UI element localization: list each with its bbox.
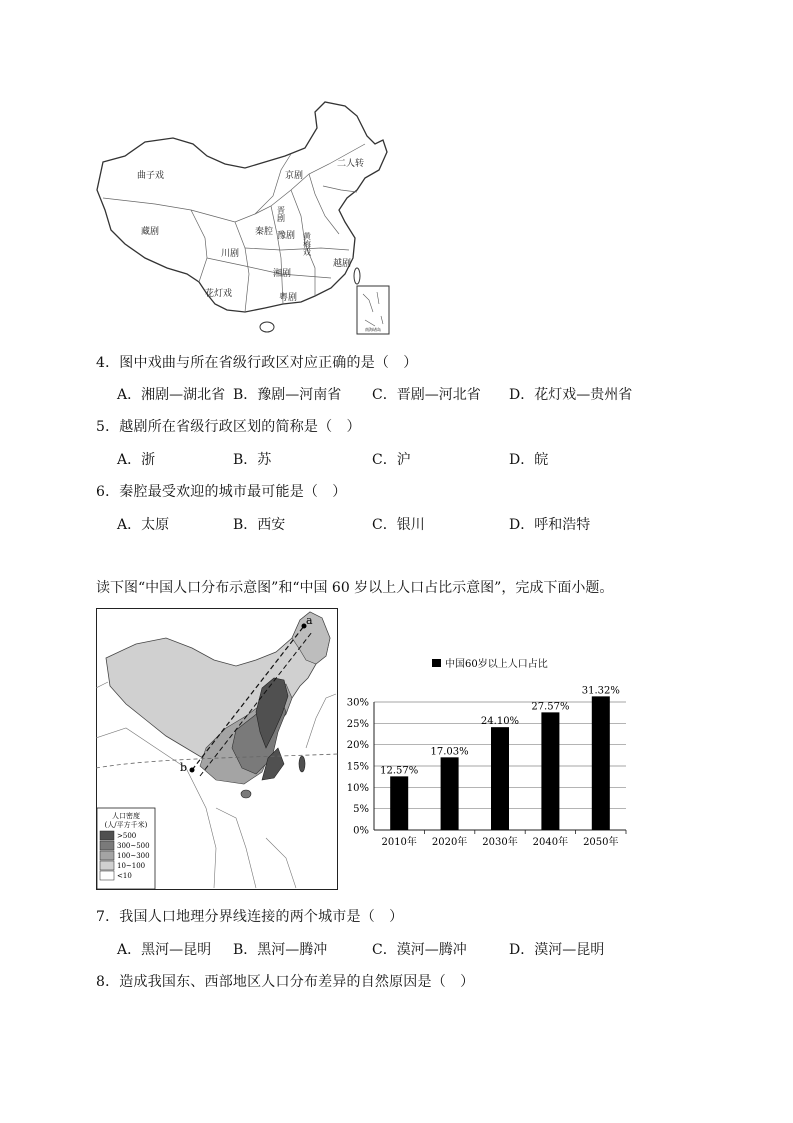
question-4-option-c[interactable]: C．晋剧—河北省	[372, 387, 481, 403]
question-7-option-c[interactable]: C．漠河—腾冲	[372, 942, 467, 958]
y-tick-label: 10%	[346, 782, 369, 794]
x-tick-label: 2050年	[583, 837, 619, 848]
question-6-option-a[interactable]: A．太原	[117, 517, 170, 533]
inset-label: 南海诸岛	[365, 327, 381, 332]
legend-swatch-4	[100, 861, 114, 870]
question-6-option-b[interactable]: B．西安	[233, 517, 286, 533]
bar-value-label: 24.10%	[480, 716, 520, 728]
label-yueju-yue: 粤剧	[279, 293, 298, 303]
legend-title-1: 人口密度	[112, 812, 140, 820]
y-tick-label: 0%	[353, 825, 369, 837]
question-6-stem: 6．秦腔最受欢迎的城市最可能是（ ）	[96, 484, 347, 500]
y-tick-label: 25%	[346, 718, 369, 730]
population-legend	[97, 808, 155, 889]
chart-legend-swatch	[432, 659, 441, 667]
question-4-option-d[interactable]: D．花灯戏—贵州省	[509, 387, 633, 403]
question-7-option-a[interactable]: A．黑河—昆明	[117, 942, 212, 958]
hainan-island	[260, 322, 274, 332]
bar	[390, 776, 408, 830]
opera-map	[95, 98, 395, 338]
legend-label-2: 300~500	[117, 842, 150, 850]
bar-value-label: 31.32%	[581, 685, 620, 697]
population-map	[96, 608, 338, 890]
bar	[541, 712, 559, 830]
x-tick-label: 2040年	[532, 837, 569, 848]
legend-label-5: <10	[117, 872, 132, 880]
label-chuanju: 川剧	[221, 249, 240, 259]
question-8-stem: 8．造成我国东、西部地区人口分布差异的自然原因是（ ）	[96, 974, 475, 990]
china-outline	[97, 102, 387, 312]
taiwan-island	[354, 268, 360, 284]
question-6-option-c[interactable]: C．银川	[372, 517, 425, 533]
bar	[441, 757, 459, 830]
label-huangmei: 黄梅戏	[302, 232, 312, 256]
chart-legend	[432, 657, 548, 670]
x-tick-label: 2010年	[381, 837, 417, 848]
question-5-option-a[interactable]: A．浙	[117, 452, 156, 468]
chart-legend-label: 中国60岁以上人口占比	[445, 659, 548, 670]
question-5-stem: 5．越剧所在省级行政区划的简称是（ ）	[96, 419, 361, 435]
question-7-option-b[interactable]: B．黑河—腾冲	[233, 942, 328, 958]
legend-swatch-1	[100, 831, 114, 840]
y-tick-label: 5%	[353, 804, 369, 816]
question-4-option-a[interactable]: A．湘剧—湖北省	[117, 387, 226, 403]
y-tick-label: 30%	[346, 697, 369, 709]
y-tick-label: 20%	[346, 740, 369, 752]
bar	[592, 696, 610, 830]
bar-value-label: 27.57%	[531, 701, 570, 713]
bar	[491, 727, 509, 830]
label-huadeng: 花灯戏	[205, 289, 233, 299]
legend-title-2: (人/平方千米)	[104, 821, 148, 829]
label-errenzhuan: 二人转	[337, 159, 365, 169]
label-quzi: 曲子戏	[137, 171, 165, 181]
point-a-label: a	[306, 614, 313, 627]
question-5-option-d[interactable]: D．皖	[509, 452, 549, 468]
legend-swatch-2	[100, 841, 114, 850]
y-tick-label: 15%	[346, 761, 369, 773]
question-5-option-c[interactable]: C．沪	[372, 452, 411, 468]
label-jinju: 晋剧	[276, 206, 286, 222]
label-jingju: 京剧	[285, 171, 304, 181]
legend-label-1: >500	[117, 832, 137, 840]
label-yuju: 豫剧	[277, 231, 296, 241]
question-4-stem: 4．图中戏曲与所在省级行政区对应正确的是（ ）	[96, 355, 418, 371]
point-b-marker	[190, 768, 195, 773]
x-tick-label: 2020年	[431, 837, 468, 848]
question-6-option-d[interactable]: D．呼和浩特	[509, 517, 591, 533]
legend-swatch-3	[100, 851, 114, 860]
reading-intro: 读下图“中国人口分布示意图”和“中国 60 岁以上人口占比示意图”，完成下面小题。	[96, 580, 614, 596]
legend-label-4: 10~100	[117, 862, 146, 870]
bar-value-label: 12.57%	[380, 765, 419, 777]
label-yueju-zhe: 越剧	[333, 259, 352, 269]
question-5-option-b[interactable]: B．苏	[233, 452, 272, 468]
legend-label-3: 100~300	[117, 852, 150, 860]
label-zangju: 藏剧	[141, 227, 160, 237]
question-4-option-b[interactable]: B．豫剧—河南省	[233, 387, 342, 403]
question-7-stem: 7．我国人口地理分界线连接的两个城市是（ ）	[96, 909, 404, 925]
label-qinqiang: 秦腔	[255, 227, 274, 237]
question-7-option-d[interactable]: D．漠河—昆明	[509, 942, 605, 958]
legend-swatch-5	[100, 871, 114, 880]
bar-value-label: 17.03%	[430, 746, 469, 758]
x-tick-label: 2030年	[482, 837, 518, 848]
aging-population-chart	[340, 648, 640, 858]
point-b-label: b	[180, 761, 188, 774]
label-xiangju: 湘剧	[273, 269, 292, 279]
